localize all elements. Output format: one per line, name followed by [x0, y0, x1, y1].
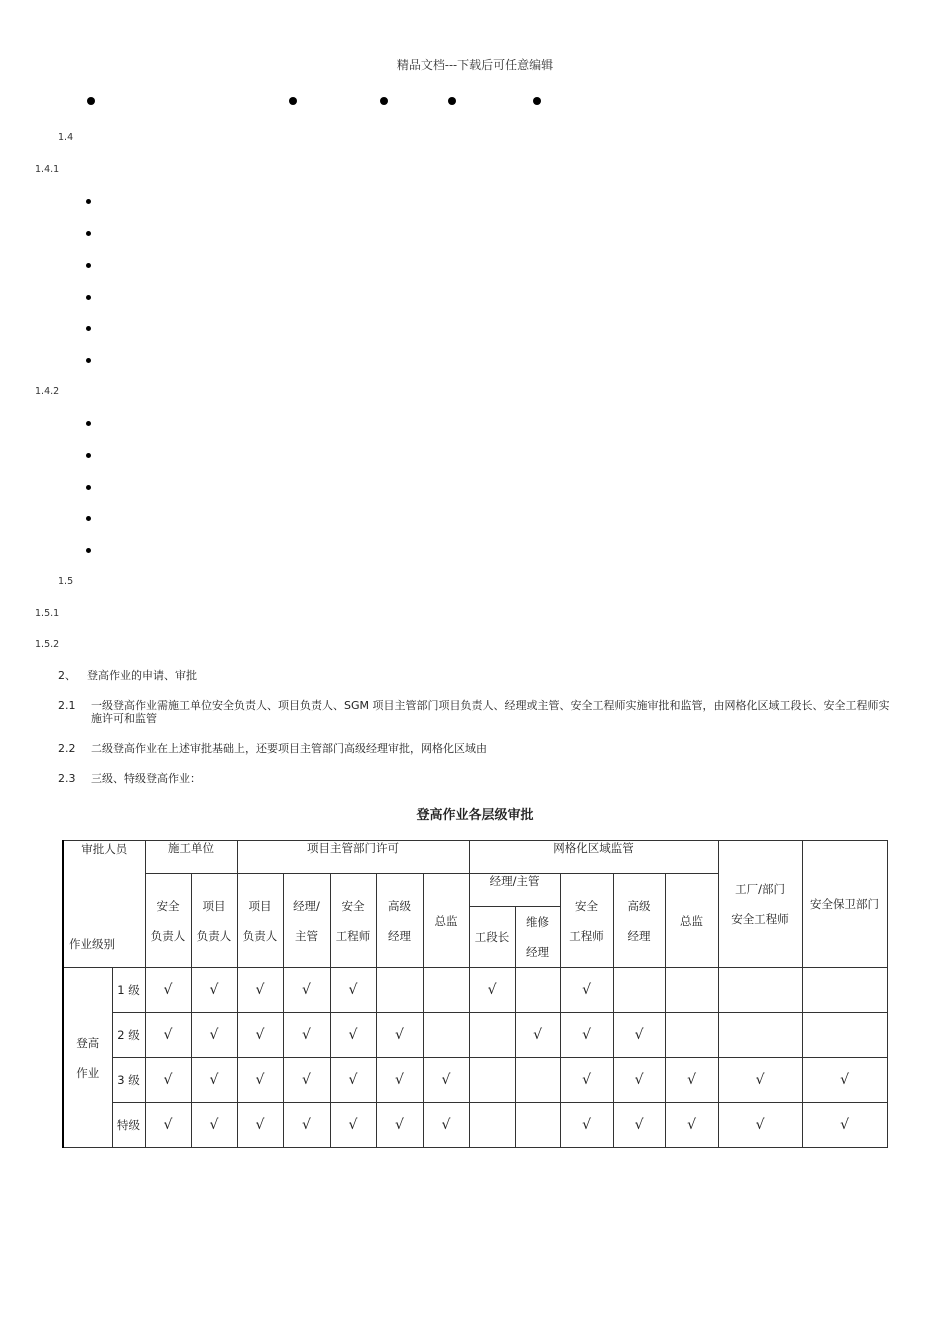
col-label: 经理 — [627, 928, 651, 943]
check-mark-icon: √ — [687, 1117, 696, 1133]
approval-cell — [665, 968, 718, 1013]
col-label: 项目 — [202, 898, 226, 913]
paragraph-text: 二级登高作业在上述审批基础上，还要项目主管部门高级经理审批，网格化区域由 — [91, 742, 487, 755]
list-bullet — [86, 485, 91, 490]
group-factory — [718, 841, 802, 968]
check-mark-icon: √ — [163, 1027, 173, 1043]
approval-cell — [560, 1058, 613, 1103]
approval-cell — [376, 1013, 423, 1058]
check-mark-icon: √ — [687, 1072, 696, 1088]
approval-cell — [376, 1058, 423, 1103]
approval-cell — [376, 968, 423, 1013]
approval-cell — [237, 1103, 283, 1148]
col-label: 安全 — [156, 898, 180, 913]
paragraph — [58, 742, 908, 756]
level-cell: 特级 — [112, 1103, 145, 1148]
table-row — [63, 968, 887, 1013]
approval-cell — [718, 1103, 802, 1148]
approval-cell — [283, 1103, 330, 1148]
bullet-dot — [533, 97, 541, 105]
check-mark-icon: √ — [255, 1072, 265, 1088]
check-mark-icon: √ — [302, 1027, 311, 1043]
approval-cell — [802, 968, 887, 1013]
level-cell: 2 级 — [112, 1013, 145, 1058]
approval-cell — [237, 1013, 283, 1058]
bullet-dot — [448, 97, 456, 105]
paragraph-text: 登高作业的申请、审批 — [87, 669, 197, 682]
col-senior-mgr — [376, 874, 423, 968]
check-mark-icon: √ — [533, 1027, 542, 1043]
approval-cell — [665, 1013, 718, 1058]
section-number: 1.5.2 — [35, 639, 60, 650]
factory-sub-label: 安全工程师 — [731, 912, 789, 926]
approval-cell — [613, 1058, 665, 1103]
col-mgr-supervisor: 经理/主管 — [469, 874, 560, 907]
check-mark-icon: √ — [209, 1072, 219, 1088]
group-construction: 施工单位 — [145, 841, 237, 874]
approval-cell — [560, 968, 613, 1013]
bullet-dot — [87, 97, 95, 105]
check-mark-icon: √ — [302, 1117, 311, 1133]
col-label: 安全 — [575, 898, 599, 913]
list-bullet — [86, 453, 91, 458]
list-bullet — [86, 231, 91, 236]
approval-cell — [560, 1013, 613, 1058]
check-mark-icon: √ — [348, 1027, 358, 1043]
col-label: 项目 — [248, 898, 272, 913]
section-number: 1.4.1 — [35, 164, 60, 175]
check-mark-icon: √ — [255, 1117, 265, 1133]
check-mark-icon: √ — [840, 1117, 849, 1133]
col-safety-eng — [330, 874, 376, 968]
paragraph-number: 2.3 — [58, 772, 76, 785]
section-number: 1.5 — [58, 576, 74, 587]
col-label: 主管 — [295, 928, 318, 943]
col-grid-senior-mgr — [613, 874, 665, 968]
approval-cell — [145, 1103, 191, 1148]
paragraph — [58, 772, 908, 786]
approval-cell — [469, 1013, 515, 1058]
list-bullet — [86, 358, 91, 363]
category-label: 作业 — [76, 1065, 100, 1080]
list-bullet — [86, 516, 91, 521]
col-label: 负责人 — [242, 928, 278, 943]
check-mark-icon: √ — [582, 1117, 591, 1133]
approval-cell — [802, 1103, 887, 1148]
check-mark-icon: √ — [582, 1027, 591, 1043]
approval-cell — [145, 1013, 191, 1058]
approval-cell — [560, 1103, 613, 1148]
col-label: 工程师 — [569, 928, 604, 943]
approval-cell — [423, 968, 469, 1013]
approval-cell — [515, 1058, 560, 1103]
category-label: 登高 — [76, 1035, 100, 1050]
approval-cell — [469, 1103, 515, 1148]
approval-cell — [330, 1013, 376, 1058]
col-proj-lead2 — [237, 874, 283, 968]
check-mark-icon: √ — [487, 982, 497, 998]
approval-cell — [330, 1103, 376, 1148]
check-mark-icon: √ — [582, 982, 591, 998]
col-grid-safety-eng — [560, 874, 613, 968]
paragraph-text: 三级、特级登高作业： — [91, 772, 201, 785]
level-cell: 3 级 — [112, 1058, 145, 1103]
approval-cell — [330, 968, 376, 1013]
approval-cell — [423, 1058, 469, 1103]
col-label: 负责人 — [196, 928, 232, 943]
page-header: 精品文档---下载后可任意编辑 — [396, 58, 554, 72]
group-security: 安全保卫部门 — [802, 841, 887, 968]
check-mark-icon: √ — [163, 982, 173, 998]
list-bullet — [86, 263, 91, 268]
check-mark-icon: √ — [395, 1072, 404, 1088]
approval-cell — [515, 1103, 560, 1148]
check-mark-icon: √ — [755, 1117, 765, 1133]
col-maint-mgr — [515, 907, 560, 968]
check-mark-icon: √ — [755, 1072, 765, 1088]
list-bullet — [86, 295, 91, 300]
approval-cell — [515, 1013, 560, 1058]
approval-cell — [283, 1058, 330, 1103]
approval-cell — [718, 968, 802, 1013]
approval-cell — [283, 1013, 330, 1058]
approval-cell — [191, 1058, 237, 1103]
section-number: 1.4 — [58, 132, 74, 143]
col-label: 高级 — [627, 898, 651, 913]
approval-cell — [665, 1058, 718, 1103]
approval-cell — [802, 1013, 887, 1058]
approval-cell — [423, 1103, 469, 1148]
corner-top-label: 审批人员 — [81, 842, 128, 856]
level-cell: 1 级 — [112, 968, 145, 1013]
list-bullet — [86, 548, 91, 553]
col-director: 总监 — [423, 874, 469, 968]
paragraph — [58, 699, 908, 727]
category-cell — [63, 968, 112, 1148]
col-safety-lead — [145, 874, 191, 968]
col-label: 负责人 — [150, 928, 186, 943]
list-bullet — [86, 421, 91, 426]
table-row — [63, 1103, 887, 1148]
paragraph-number: 2、 — [58, 669, 76, 682]
check-mark-icon: √ — [441, 1117, 451, 1133]
section-number: 1.4.2 — [35, 386, 60, 397]
approval-cell — [613, 1013, 665, 1058]
col-label: 工程师 — [335, 928, 371, 943]
col-label: 经理 — [526, 945, 550, 959]
bullet-dot — [289, 97, 297, 105]
table-title: 登高作业各层级审批 — [416, 808, 534, 823]
check-mark-icon: √ — [209, 1117, 219, 1133]
approval-cell — [423, 1013, 469, 1058]
list-bullet — [86, 326, 91, 331]
corner-cell — [63, 841, 145, 968]
section-number: 1.5.1 — [35, 608, 60, 619]
approval-cell — [191, 968, 237, 1013]
paragraph-number: 2.2 — [58, 742, 76, 755]
col-label: 维修 — [526, 915, 550, 929]
check-mark-icon: √ — [395, 1117, 404, 1133]
paragraph-number: 2.1 — [58, 699, 76, 712]
check-mark-icon: √ — [209, 982, 219, 998]
approval-cell — [718, 1058, 802, 1103]
col-section-chief: 工段长 — [469, 907, 515, 968]
paragraph — [58, 669, 908, 683]
factory-label: 工厂/部门 — [735, 882, 785, 896]
col-manager — [283, 874, 330, 968]
check-mark-icon: √ — [163, 1117, 173, 1133]
approval-cell — [665, 1103, 718, 1148]
check-mark-icon: √ — [840, 1072, 849, 1088]
check-mark-icon: √ — [395, 1027, 404, 1043]
check-mark-icon: √ — [302, 1072, 311, 1088]
check-mark-icon: √ — [634, 1072, 644, 1088]
table-row — [63, 1058, 887, 1103]
col-label: 高级 — [388, 898, 411, 913]
check-mark-icon: √ — [163, 1072, 173, 1088]
col-label: 安全 — [341, 898, 365, 913]
table-row — [63, 1013, 887, 1058]
col-label: 经理 — [388, 928, 411, 943]
approval-cell — [613, 968, 665, 1013]
approval-cell — [469, 1058, 515, 1103]
col-label: 经理/ — [293, 898, 320, 913]
approval-cell — [469, 968, 515, 1013]
check-mark-icon: √ — [634, 1117, 644, 1133]
list-bullet — [86, 199, 91, 204]
check-mark-icon: √ — [302, 982, 311, 998]
check-mark-icon: √ — [255, 982, 265, 998]
approval-cell — [718, 1013, 802, 1058]
approval-cell — [237, 968, 283, 1013]
col-project-lead — [191, 874, 237, 968]
check-mark-icon: √ — [348, 982, 358, 998]
approval-cell — [330, 1058, 376, 1103]
check-mark-icon: √ — [634, 1027, 644, 1043]
group-project-dept: 项目主管部门许可 — [237, 841, 469, 874]
check-mark-icon: √ — [348, 1072, 358, 1088]
group-grid-region: 网格化区域监管 — [469, 841, 718, 874]
approval-cell — [237, 1058, 283, 1103]
bullet-dot — [380, 97, 388, 105]
approval-cell — [613, 1103, 665, 1148]
approval-cell — [145, 1058, 191, 1103]
approval-cell — [283, 968, 330, 1013]
approval-cell — [145, 968, 191, 1013]
check-mark-icon: √ — [582, 1072, 591, 1088]
approval-cell — [376, 1103, 423, 1148]
check-mark-icon: √ — [255, 1027, 265, 1043]
check-mark-icon: √ — [348, 1117, 358, 1133]
approval-cell — [191, 1103, 237, 1148]
paragraph-text: 一级登高作业需施工单位安全负责人、项目负责人、SGM 项目主管部门项目负责人、经理或主管、安全工程师实施审批和监管，由网格化区域工段长、安全工程师实施许可和监管 — [91, 699, 890, 725]
col-grid-director: 总监 — [665, 874, 718, 968]
approval-cell — [515, 968, 560, 1013]
corner-bottom-label: 作业级别 — [69, 937, 115, 951]
approval-cell — [802, 1058, 887, 1103]
check-mark-icon: √ — [209, 1027, 219, 1043]
approval-cell — [191, 1013, 237, 1058]
approval-table — [62, 840, 888, 1148]
check-mark-icon: √ — [441, 1072, 451, 1088]
